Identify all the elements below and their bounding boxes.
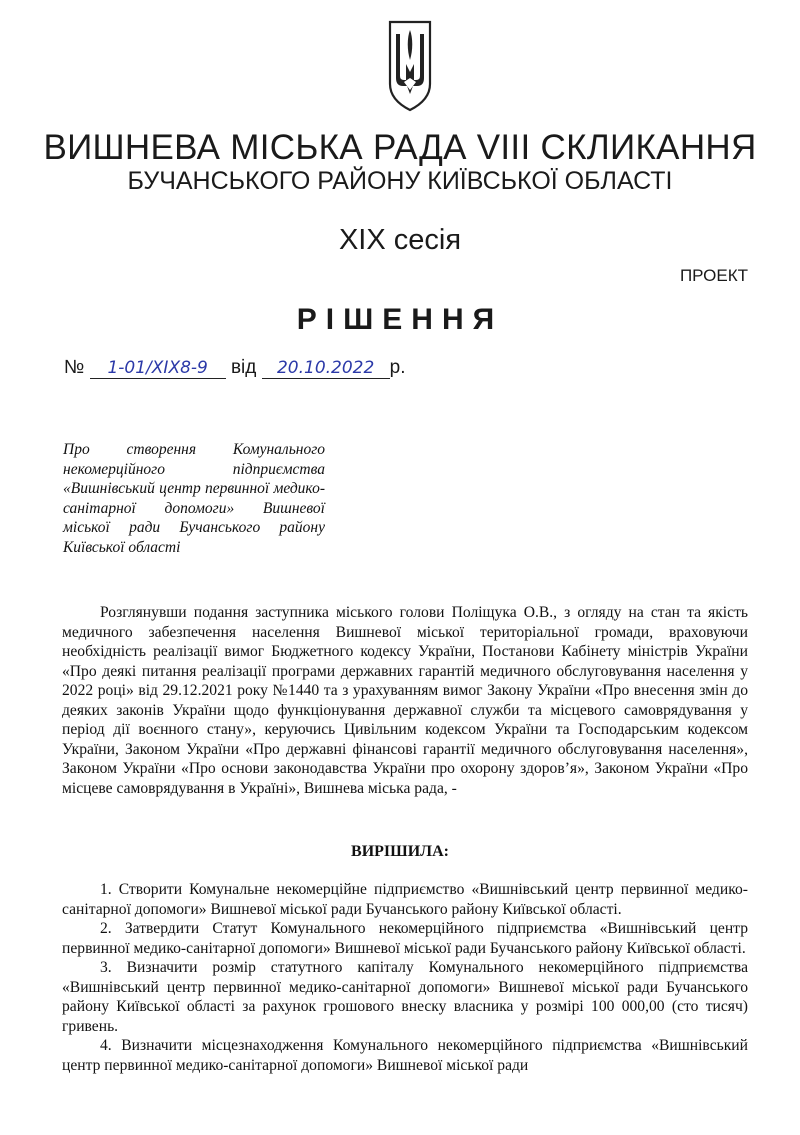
date-suffix: р. [389,357,406,378]
resolved-heading: ВИРІШИЛА: [351,843,449,860]
number-prefix: № [64,357,85,378]
session-label: XIX сесія [338,224,462,256]
decision-title: РІШЕННЯ [296,303,504,336]
resolution-item: 1. Створити Комунальне некомерційне підприємство «Вишнівський центр первинної медико-санітарної допомоги» Вишневої міської ради Бучанського району Київської області. [62,881,748,918]
date-prefix: від [230,357,257,378]
decision-subject: Про створення Комунального некомерційного підприємства «Вишнівський центр первинної медико-санітарної допомоги» Вишневої міської ради Бучанського району Київської області [63,441,325,556]
council-title: ВИШНЕВА МІСЬКА РАДА VIII СКЛИКАННЯ [43,128,757,167]
resolution-item: 3. Визначити розмір статутного капіталу Комунального некомерційного підприємства «Вишнівський центр первинної медико-санітарної допомоги» Вишневої міської ради Бучанського району Київської області за рахунок грошового внеску власника у розмірі 100 000,00 (сто тисяч) гривень. [62,959,748,1035]
draft-label: ПРОЕКТ [679,266,748,285]
decision-date: 20.10.2022 [262,358,390,379]
resolution-items [62,880,748,1075]
preamble-paragraph: Розглянувши подання заступника міського голови Поліщука О.В., з огляду на стан та якість медичного забезпечення населення Вишневої міської територіальної громади, враховуючи необхідність реалізації вимог Бюджетного кодексу України, Постанови Кабінету міністрів України «Про деякі питання реалізації програми державних гарантій медичного обслуговування населення у 2022 році» від 29.12.2021 року №1440 та з урахуванням вимог Закону України «Про внесення змін до деяких законів України щодо функціонування державної служби та місцевого самоврядування у період дії воєнного стану», керуючись Цивільним кодексом України та Господарським кодексом України, Законом України «Про державні фінансові гарантії медичного обслуговування населення», Законом України «Про основи законодавства України про охорону здоров’я», Законом України «Про місцеве самоврядування в Україні», Вишнева міська рада, - [62,604,748,797]
council-subtitle: БУЧАНСЬКОГО РАЙОНУ КИЇВСЬКОЇ ОБЛАСТІ [127,167,673,195]
resolution-item: 2. Затвердити Статут Комунального некомерційного підприємства «Вишнівський центр первинної медико-санітарної допомоги» Вишневої міської ради Бучанського району Київської області. [62,920,748,957]
resolution-item: 4. Визначити місцезнаходження Комунального некомерційного підприємства «Вишнівський центр первинної медико-санітарної допомоги» Вишневої міської ради [62,1037,748,1074]
decision-number-line [64,357,406,379]
decision-number: 1-01/XIX8-9 [90,358,226,379]
coat-of-arms-icon [387,20,433,112]
